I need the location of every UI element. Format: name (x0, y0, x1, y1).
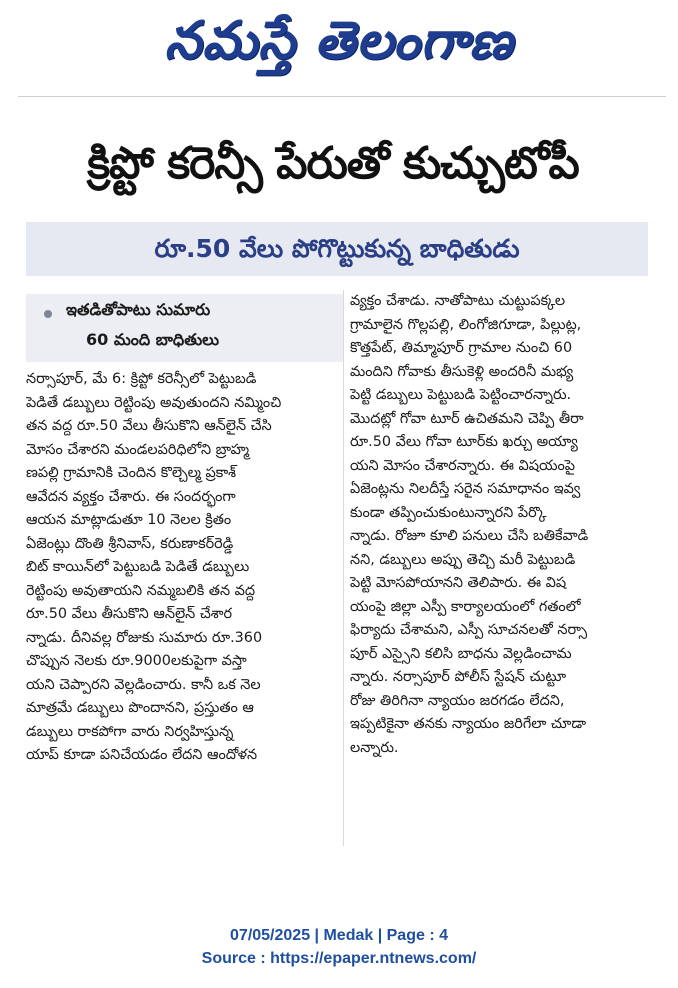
article-line: డబ్బులు రాకపోగా వారు నిర్వహిస్తున్న (26, 723, 234, 740)
article-line: చొప్పున నెలకు రూ.9000లకుపైగా వస్తా (26, 653, 247, 669)
article-line: లన్నారు. (350, 739, 399, 756)
article-line: యాప్ కూడా పనిచేయడం లేదని ఆందోళన (26, 747, 258, 763)
article-line: ణపల్లి గ్రామానికి చెందిన కొల్చెల్మ ప్రకాశ్ (26, 465, 236, 481)
highlight-box (26, 294, 344, 362)
article-line: ఆయన మాట్లాడుతూ 10 నెలల క్రితం (26, 512, 232, 528)
article-line: పెట్టి మోసపోయానని తెలిపారు. ఈ విష (350, 575, 567, 591)
bullet-icon (44, 310, 52, 318)
article-line: రెట్టింపు అవుతాయని నమ్మబలికి తన వద్ద (26, 582, 256, 599)
article-line: ఫిర్యాదు చేశామని, ఎస్పీ సూచనలతో నర్సా (350, 622, 588, 638)
article-line: కుండా తప్పించుకుంటున్నారని పేర్కొ (350, 504, 547, 521)
article-line: రూ.50 వేలు గోవా టూర్‌కు ఖర్చు అయ్యా (350, 434, 578, 450)
article-right-column (350, 290, 660, 760)
article-line: పూర్ ఎస్సైని కలిసి బాధను వెల్లడించామ (350, 645, 572, 662)
footer-date-edition: 07/05/2025 | Medak | Page : 4 (230, 927, 448, 944)
article-line: రూ.50 వేలు తీసుకొని ఆన్‌లైన్ చేశార (26, 606, 232, 622)
article-line: యని మోసం చేశారన్నారు. ఈ విషయంపై (350, 457, 576, 474)
article-line: పెట్టి డబ్బులు పెట్టుబడి పెట్టించారన్నారు. (350, 387, 572, 403)
article-subheadline: రూ.50 వేలు పోగొట్టుకున్న బాధితుడు (26, 222, 648, 276)
article-line: మోసం చేశారని మండలపరిధిలోని బ్రాహ్మ (26, 441, 250, 458)
article-line: న్నాడు. దీనివల్ల రోజుకు సుమారు రూ.360 (26, 629, 263, 646)
article-line: న్నారు. నర్సాపూర్ పోలీస్ స్టేషన్ చుట్టూ (350, 669, 567, 685)
article-line: ఏజెంట్లను నిలదీస్తే సరైన సమాధానం ఇవ్వ (350, 481, 581, 497)
footer-source: Source : https://epaper.ntnews.com/ (201, 950, 477, 967)
article-line: నర్సాపూర్, మే 6: క్రిప్టో కరెన్సీలో పెట్టుబడి (26, 371, 257, 387)
article-line: ఆవేదన వ్యక్తం చేశారు. ఈ సందర్భంగా (26, 488, 236, 505)
article-line: మందిని గోవాకు తీసుకెళ్లి అందరినీ మభ్య (350, 363, 574, 380)
article-line: రోజు తిరిగినా న్యాయం జరగడం లేదని, (350, 692, 565, 709)
article-line: కొత్తపేట్, తిమ్మాపూర్ గ్రామాల నుంచి 60 (350, 340, 573, 356)
masthead-divider (18, 96, 666, 97)
article-line: ఏజెంట్లు దొంతి శ్రీనివాస్, కరుణాకర్‌రెడ్డి (26, 535, 234, 552)
newspaper-masthead: నమస్తే తెలంగాణ (164, 10, 514, 71)
article-line: మాత్రమే డబ్బులు పొందానని, ప్రస్తుతం ఆ (26, 700, 254, 716)
column-divider (343, 290, 344, 846)
article-line: యంపై జిల్లా ఎస్పీ కార్యాలయంలో గతంలో (350, 598, 581, 615)
article-left-column (26, 368, 336, 768)
article-line: న్నాడు. రోజూ కూలి పనులు చేసి బతికేవాడి (350, 528, 589, 544)
article-line: తన వద్ద రూ.50 వేలు తీసుకొని ఆన్‌లైన్ చేసి (26, 418, 272, 434)
highlight-line-1: ఇతడితోపాటు సుమారు (66, 300, 211, 319)
article-line: బిట్ కాయిన్‌లో పెట్టుబడి పెడితే డబ్బులు (26, 559, 250, 575)
article-headline: క్రిప్టో కరెన్సీ పేరుతో కుచ్చుటోపీ (87, 138, 579, 189)
article-line: పెడితే డబ్బులు రెట్టింపు అవుతుందని నమ్మించి (26, 394, 282, 411)
article-line: ఇప్పటికైనా తనకు న్యాయం జరిగేలా చూడా (350, 716, 587, 732)
article-line: వ్యక్తం చేశాడు. నాతోపాటు చుట్టుపక్కల (350, 293, 566, 309)
article-line: నని, డబ్బులు అప్పు తెచ్చి మరీ పెట్టుబడి (350, 551, 576, 568)
highlight-line-2: 60 మంది బాధితులు (86, 330, 220, 349)
article-line: యని చెప్పారని వెల్లడించారు. కానీ ఒక నెల (26, 676, 261, 693)
article-line: గ్రామాలైన గొల్లపల్లి, లింగోజిగూడా, పిల్లుట్ల, (350, 316, 582, 333)
article-line: మొదట్లో గోవా టూర్ ఉచితమని చెప్పి తీరా (350, 410, 584, 427)
